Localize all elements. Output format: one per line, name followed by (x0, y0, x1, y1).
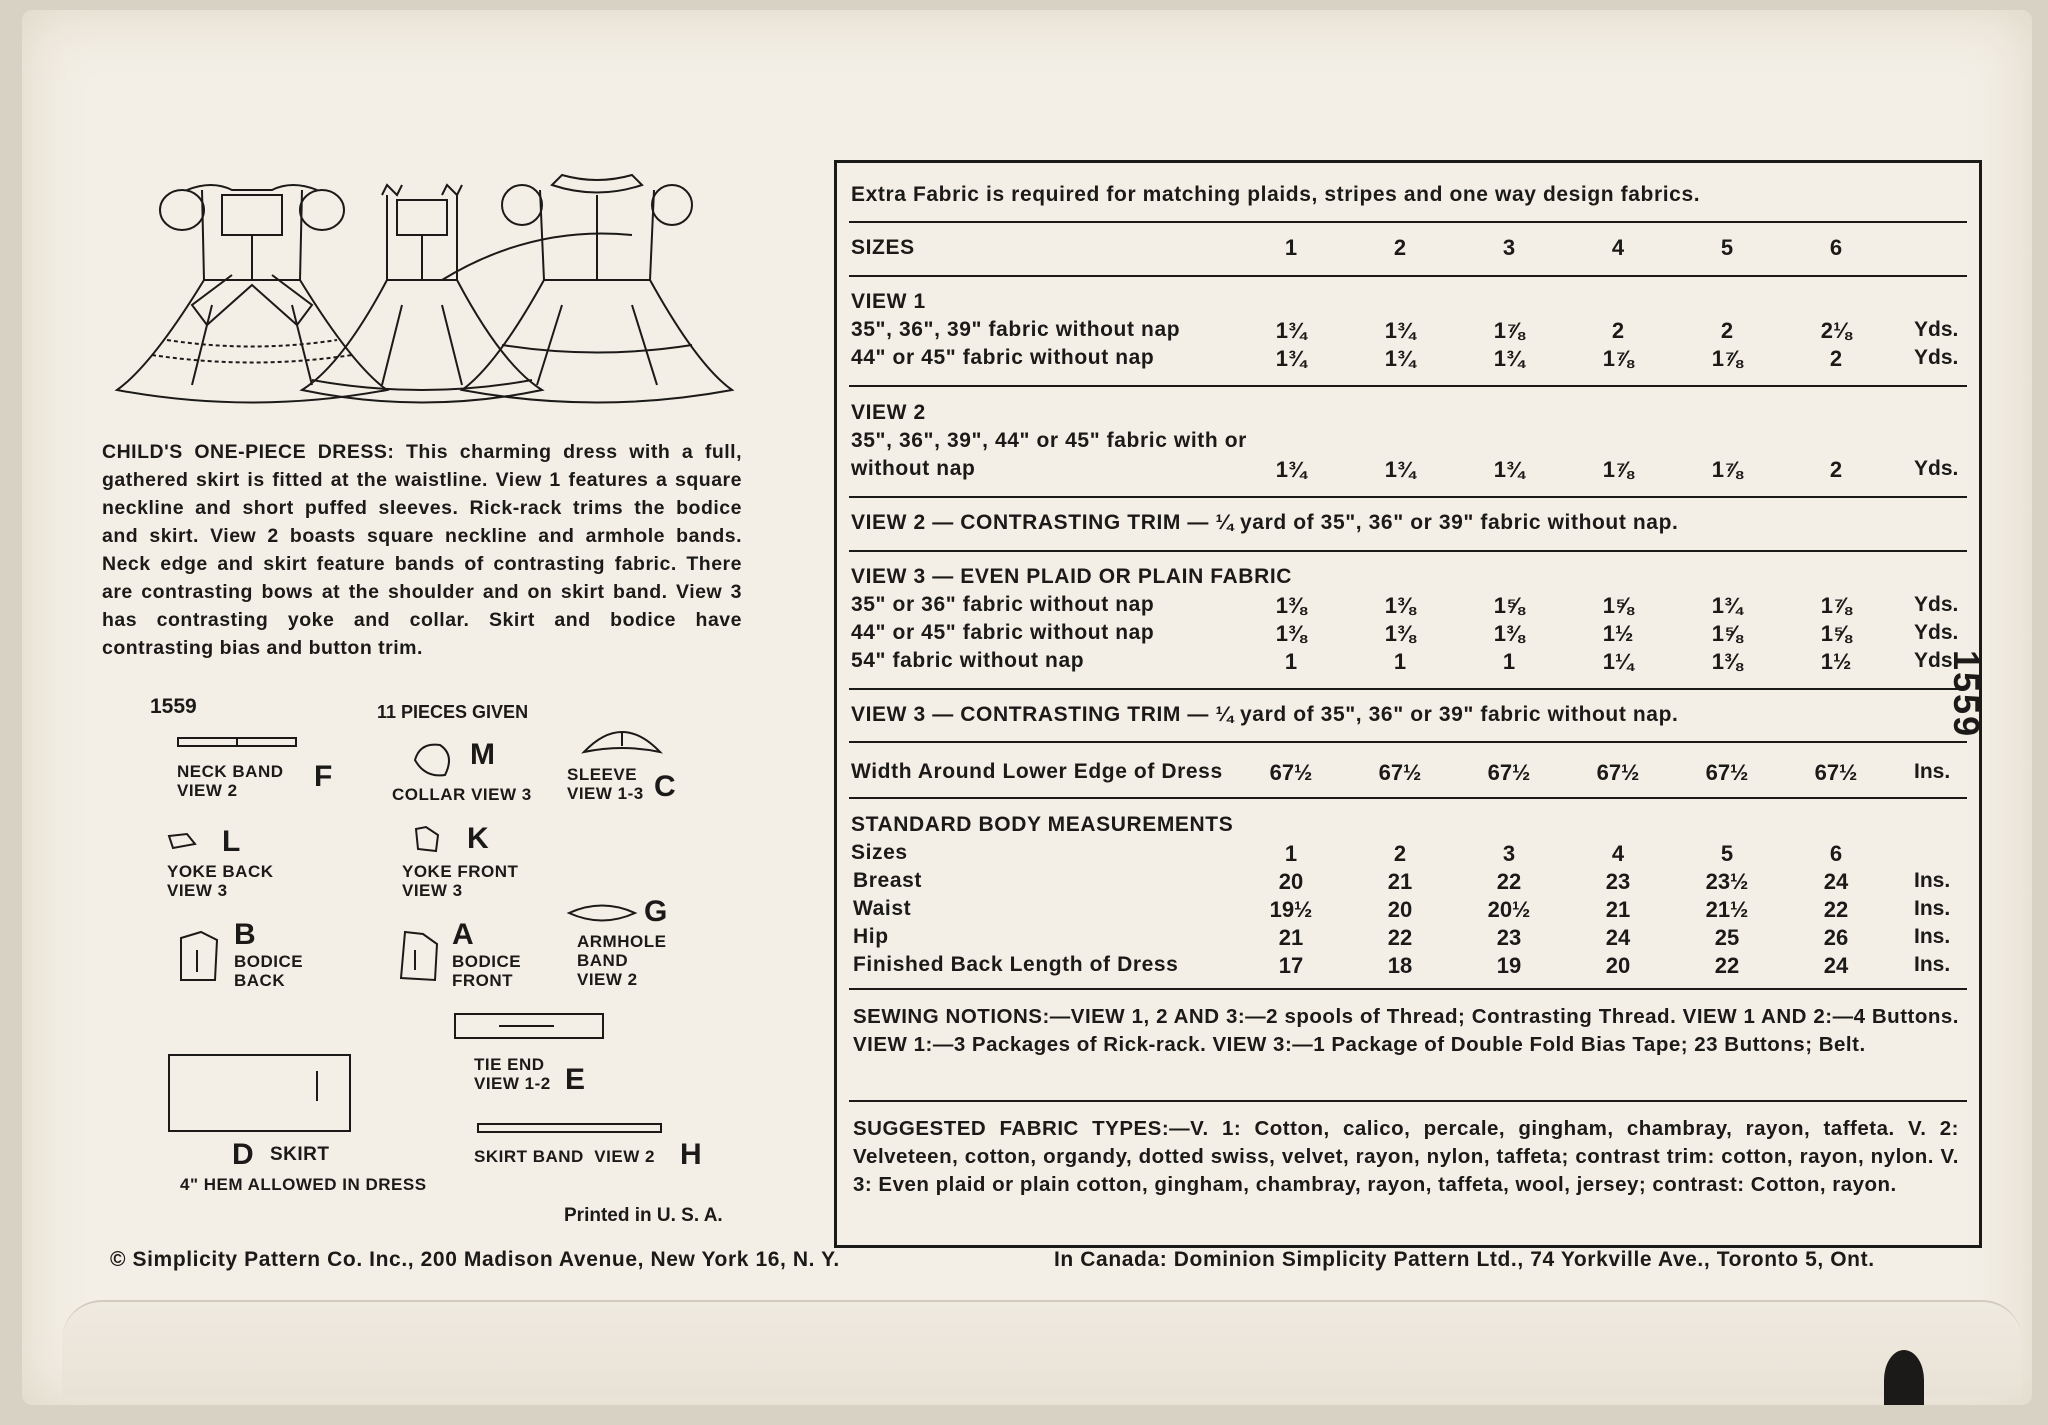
view3-row3-s3: 1 (1502, 649, 1516, 674)
width-s3: 67½ (1487, 760, 1531, 785)
piece-a-view: FRONT (452, 971, 514, 990)
hip-s2: 22 (1387, 925, 1413, 950)
hip-unit: Ins. (1914, 925, 1951, 948)
back-length-s2: 18 (1387, 953, 1413, 978)
piece-l-view: VIEW 3 (167, 881, 228, 900)
view1-row1-label: 35", 36", 39" fabric without nap (851, 318, 1181, 341)
view2-unit: Yds. (1914, 457, 1959, 480)
piece-k-name: YOKE FRONT (402, 862, 519, 881)
size-col-4: 4 (1611, 235, 1625, 260)
back-length-s6: 24 (1823, 953, 1849, 978)
body-size-3: 3 (1502, 841, 1516, 866)
piece-b-label (234, 952, 303, 990)
yoke-back-piece-icon (167, 832, 197, 850)
view3-row2-unit: Yds. (1914, 621, 1959, 644)
publisher-footer: © Simplicity Pattern Co. Inc., 200 Madison Avenue, New York 16, N. Y. (110, 1248, 840, 1271)
waist-s3: 20½ (1487, 897, 1531, 922)
waist-s5: 21½ (1705, 897, 1749, 922)
piece-m-name: COLLAR (392, 785, 466, 804)
extra-fabric-note: Extra Fabric is required for matching plaids, stripes and one way design fabrics. (851, 183, 1701, 206)
view1-row2-s5: 1⅞ (1711, 346, 1743, 371)
piece-k-label (402, 862, 518, 900)
body-size-4: 4 (1611, 841, 1625, 866)
collar-piece-icon (410, 740, 460, 780)
yardage-chart (834, 160, 1982, 1248)
piece-f-view: VIEW 2 (177, 781, 238, 800)
piece-m-letter: M (470, 738, 495, 771)
piece-a-name: BODICE (452, 952, 522, 971)
view3-row1-s3: 1⅝ (1493, 593, 1525, 618)
piece-h-view: VIEW 2 (594, 1147, 655, 1166)
view3-row2-s1: 1⅜ (1275, 621, 1307, 646)
piece-e-view: VIEW 1-2 (474, 1074, 551, 1093)
sizes-header: SIZES (851, 236, 915, 259)
piece-l-label (167, 862, 274, 900)
view1-row2-s2: 1¾ (1384, 346, 1416, 371)
envelope-notch (1884, 1350, 1924, 1405)
piece-c-label (567, 765, 644, 803)
piece-g-letter: G (644, 895, 668, 928)
pieces-count: 11 PIECES GIVEN (377, 702, 529, 722)
dress-view2-drawing (302, 185, 632, 403)
piece-b-name: BODICE (234, 952, 304, 971)
body-size-6: 6 (1829, 841, 1843, 866)
view1-row1-s2: 1¾ (1384, 318, 1416, 343)
piece-h-label (474, 1147, 655, 1166)
view3-trim: VIEW 3 — CONTRASTING TRIM — ¼ yard of 35", 36" or 39" fabric without nap. (851, 703, 1679, 726)
dress-view3-drawing (462, 175, 732, 403)
description-lead: CHILD'S ONE-PIECE DRESS: (102, 441, 395, 463)
skirt-piece-icon (167, 1053, 352, 1133)
view2-s6: 2 (1829, 457, 1843, 482)
view3-row1-s1: 1⅜ (1275, 593, 1307, 618)
view2-label-2: without nap (851, 457, 976, 480)
pattern-number-small: 1559 (150, 695, 197, 718)
view3-title: VIEW 3 — EVEN PLAID OR PLAIN FABRIC (851, 565, 1293, 588)
hem-note: 4" HEM ALLOWED IN DRESS (180, 1175, 427, 1194)
width-s1: 67½ (1269, 760, 1313, 785)
view1-row2-unit: Yds. (1914, 346, 1959, 369)
breast-unit: Ins. (1914, 869, 1951, 892)
armhole-band-piece-icon (567, 902, 637, 924)
view1-row1-s5: 2 (1720, 318, 1734, 343)
view2-s5: 1⅞ (1711, 457, 1743, 482)
view2-s4: 1⅞ (1602, 457, 1634, 482)
view3-row1-s4: 1⅝ (1602, 593, 1634, 618)
view3-row2-s4: 1½ (1602, 621, 1634, 646)
suggested-fabrics: SUGGESTED FABRIC TYPES:—V. 1: Cotton, calico, percale, gingham, chambray, rayon, taffeta. V. 2: Velveteen, cotton, organdy, dotted swiss, velvet, rayon, nylon, taffeta; contrast trim: cotton, rayon, nylon. V. 3: Even plaid or plain cotton, gingham, chambray, rayon, taffeta, wool, jersey; contrast: Cotton, rayon. (853, 1117, 1959, 1196)
piece-e-name: TIE END (474, 1055, 545, 1074)
dress-illustrations (112, 165, 752, 410)
back-length-label: Finished Back Length of Dress (853, 953, 1179, 976)
piece-b-letter: B (234, 918, 256, 951)
tie-end-piece-icon (454, 1013, 604, 1041)
printed-usa: Printed in U. S. A. (564, 1205, 723, 1226)
breast-s5: 23½ (1705, 869, 1749, 894)
breast-s4: 23 (1605, 869, 1631, 894)
waist-s4: 21 (1605, 897, 1631, 922)
breast-s3: 22 (1496, 869, 1522, 894)
body-title: STANDARD BODY MEASUREMENTS (851, 813, 1234, 836)
width-s2: 67½ (1378, 760, 1422, 785)
piece-f-letter: F (314, 760, 333, 793)
view2-s3: 1¾ (1493, 457, 1525, 482)
piece-b-view: BACK (234, 971, 286, 990)
body-size-1: 1 (1284, 841, 1298, 866)
piece-l-name: YOKE BACK (167, 862, 274, 881)
size-col-2: 2 (1393, 235, 1407, 260)
hip-s4: 24 (1605, 925, 1631, 950)
view1-row2-s3: 1¾ (1493, 346, 1525, 371)
size-col-6: 6 (1829, 235, 1843, 260)
view1-row1-s6: 2⅛ (1820, 318, 1852, 343)
piece-a-label (452, 952, 521, 990)
size-col-1: 1 (1284, 235, 1298, 260)
view3-row2-s2: 1⅜ (1384, 621, 1416, 646)
piece-k-letter: K (467, 822, 489, 855)
waist-unit: Ins. (1914, 897, 1951, 920)
view1-row1-s4: 2 (1611, 318, 1625, 343)
back-length-s5: 22 (1714, 953, 1740, 978)
breast-s1: 20 (1278, 869, 1304, 894)
width-s4: 67½ (1596, 760, 1640, 785)
bodice-front-piece-icon (397, 928, 441, 984)
view3-row1-s5: 1¾ (1711, 593, 1743, 618)
size-col-3: 3 (1502, 235, 1516, 260)
waist-label: Waist (853, 897, 912, 920)
view2-trim: VIEW 2 — CONTRASTING TRIM — ¼ yard of 35", 36" or 39" fabric without nap. (851, 511, 1679, 534)
back-length-s4: 20 (1605, 953, 1631, 978)
hip-s3: 23 (1496, 925, 1522, 950)
view3-row3-unit: Yds. (1914, 649, 1959, 672)
piece-g-view: VIEW 2 (577, 970, 638, 989)
view3-row3-label: 54" fabric without nap (851, 649, 1085, 672)
waist-s2: 20 (1387, 897, 1413, 922)
view2-s1: 1¾ (1275, 457, 1307, 482)
waist-s1: 19½ (1269, 897, 1313, 922)
hip-label: Hip (853, 925, 889, 948)
hip-s5: 25 (1714, 925, 1740, 950)
sleeve-piece-icon (582, 722, 662, 756)
sewing-notions: SEWING NOTIONS:—VIEW 1, 2 AND 3:—2 spools of Thread; Contrasting Thread. VIEW 1 AND 2:—4 Buttons. VIEW 1:—3 Packages of Rick-rack. VIEW 3:—1 Package of Double Fold Bias Tape; 23 Buttons; Belt. (853, 1005, 1959, 1056)
piece-d-name: SKIRT (270, 1144, 330, 1165)
view1-row2-label: 44" or 45" fabric without nap (851, 346, 1155, 369)
size-col-5: 5 (1720, 235, 1734, 260)
back-length-s1: 17 (1278, 953, 1304, 978)
piece-c-name: SLEEVE (567, 765, 638, 784)
view3-row2-label: 44" or 45" fabric without nap (851, 621, 1155, 644)
piece-g-name: ARMHOLE (577, 932, 667, 951)
back-length-s3: 19 (1496, 953, 1522, 978)
width-s5: 67½ (1705, 760, 1749, 785)
piece-e-letter: E (565, 1063, 586, 1096)
view2-label-1: 35", 36", 39", 44" or 45" fabric with or (851, 429, 1247, 452)
view3-row1-s2: 1⅜ (1384, 593, 1416, 618)
view3-row2-s3: 1⅜ (1493, 621, 1525, 646)
piece-c-letter: C (654, 770, 676, 803)
hip-s6: 26 (1823, 925, 1849, 950)
piece-f-label (177, 762, 284, 800)
pattern-number-vertical: 1559 (1946, 650, 1987, 739)
view3-row1-s6: 1⅞ (1820, 593, 1852, 618)
view1-row1-s3: 1⅞ (1493, 318, 1525, 343)
bodice-back-piece-icon (177, 928, 221, 984)
body-size-2: 2 (1393, 841, 1407, 866)
hip-s1: 21 (1278, 925, 1304, 950)
piece-m-label (392, 785, 532, 804)
body-size-5: 5 (1720, 841, 1734, 866)
piece-h-letter: H (680, 1138, 702, 1171)
view3-row3-s2: 1 (1393, 649, 1407, 674)
view1-title: VIEW 1 (851, 290, 926, 313)
view3-row2-s6: 1⅝ (1820, 621, 1852, 646)
breast-label: Breast (853, 869, 922, 892)
back-length-unit: Ins. (1914, 953, 1951, 976)
piece-h-name: SKIRT BAND (474, 1147, 584, 1166)
piece-f-name: NECK BAND (177, 762, 284, 781)
width-label: Width Around Lower Edge of Dress (851, 760, 1223, 783)
view1-row2-s1: 1¾ (1275, 346, 1307, 371)
view1-row2-s4: 1⅞ (1602, 346, 1634, 371)
piece-l-letter: L (222, 825, 241, 858)
piece-g-label (577, 932, 666, 989)
width-s6: 67½ (1814, 760, 1858, 785)
body-sizes-label: Sizes (851, 841, 908, 864)
yoke-front-piece-icon (412, 825, 442, 853)
envelope-flap (62, 1300, 2022, 1397)
piece-g-band: BAND (577, 951, 629, 970)
view1-row1-s1: 1¾ (1275, 318, 1307, 343)
dress-description (102, 438, 742, 662)
waist-s6: 22 (1823, 897, 1849, 922)
view2-s2: 1¾ (1384, 457, 1416, 482)
view3-row3-s6: 1½ (1820, 649, 1852, 674)
canada-footer: In Canada: Dominion Simplicity Pattern Ltd., 74 Yorkville Ave., Toronto 5, Ont. (1054, 1248, 1875, 1271)
breast-s2: 21 (1387, 869, 1413, 894)
piece-m-view: VIEW 3 (471, 785, 532, 804)
width-unit: Ins. (1914, 760, 1951, 783)
view3-row2-s5: 1⅝ (1711, 621, 1743, 646)
view2-title: VIEW 2 (851, 401, 926, 424)
view3-row3-s4: 1¼ (1602, 649, 1634, 674)
piece-c-view: VIEW 1-3 (567, 784, 644, 803)
view3-row3-s5: 1⅜ (1711, 649, 1743, 674)
view1-row2-s6: 2 (1829, 346, 1843, 371)
view3-row1-unit: Yds. (1914, 593, 1959, 616)
breast-s6: 24 (1823, 869, 1849, 894)
view3-row1-label: 35" or 36" fabric without nap (851, 593, 1155, 616)
piece-k-view: VIEW 3 (402, 881, 463, 900)
skirt-band-piece-icon (477, 1122, 662, 1136)
envelope-back (22, 10, 2032, 1405)
piece-e-label (474, 1055, 551, 1093)
neck-band-piece-icon (177, 735, 297, 751)
view1-row1-unit: Yds. (1914, 318, 1959, 341)
view3-row3-s1: 1 (1284, 649, 1298, 674)
piece-d-letter: D (232, 1138, 254, 1171)
piece-a-letter: A (452, 918, 474, 951)
description-body: This charming dress with a full, gathered skirt is fitted at the waistline. View 1 features a square neckline and short puffed sleeves. Rick-rack trims the bodice and skirt. View 2 boasts square neckline and armhole bands. Neck edge and skirt feature bands of contrasting fabric. There are contrasting bows at the shoulder and on skirt band. View 3 has contrasting yoke and collar. Skirt and bodice have contrasting bias and button trim. (102, 441, 742, 659)
dress-view1-drawing (117, 185, 387, 403)
